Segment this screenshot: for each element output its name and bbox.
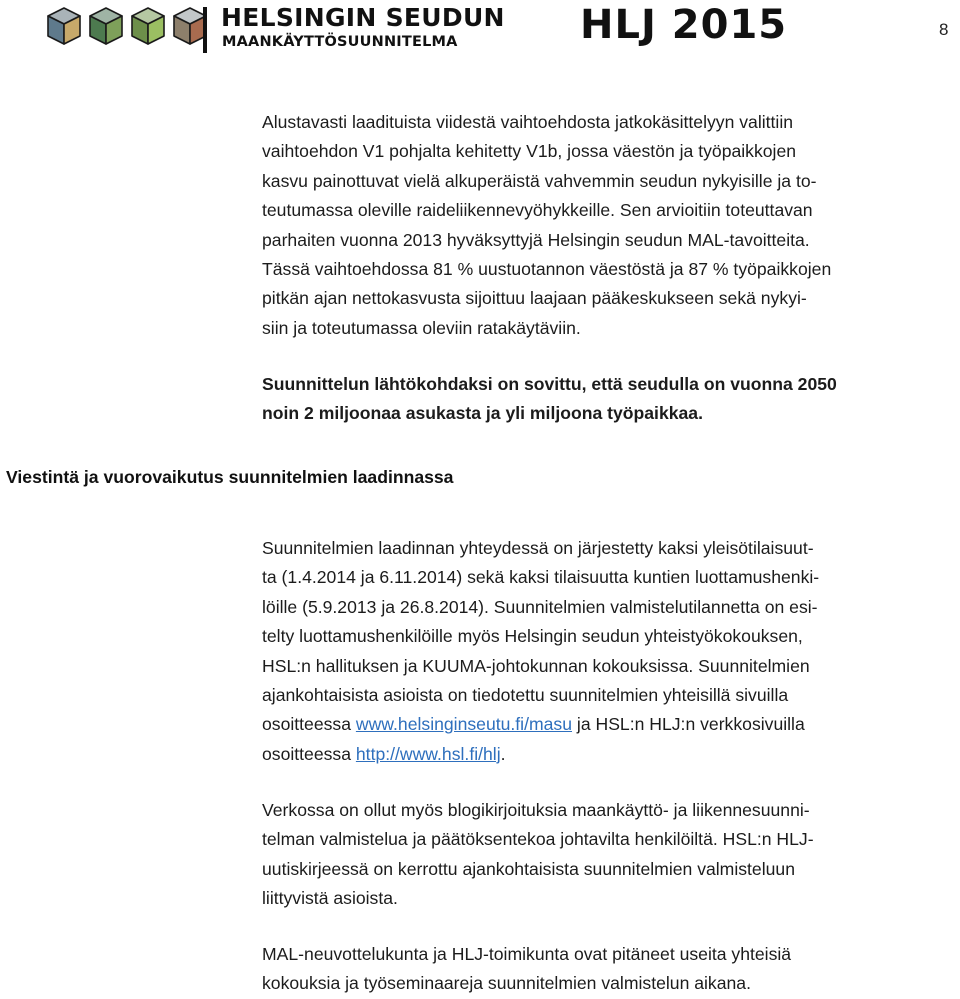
text-line: löille (5.9.2013 ja 26.8.2014). Suunnitelmien valmistelutilannetta on esi- xyxy=(262,596,818,617)
text-line: . xyxy=(500,743,506,764)
text-line: telman valmistelua ja päätöksentekoa johtavilta henkilöiltä. HSL:n HLJ- xyxy=(262,829,814,850)
paragraph-communication xyxy=(262,534,960,769)
text-line: Verkossa on ollut myös blogikirjoituksia maankäyttö- ja liikennesuunni- xyxy=(262,800,810,820)
text-line: noin 2 miljoonaa asukasta ja yli miljoona työpaikkaa. xyxy=(262,403,703,424)
paragraph-alternatives xyxy=(262,108,960,343)
helsinginseutu-link[interactable]: www.helsinginseutu.fi/masu xyxy=(355,714,573,735)
text-line: liittyvistä asioista. xyxy=(262,888,398,909)
text-line: Alustavasti laadituista viidestä vaihtoehdosta jatkokäsittelyyn valittiin xyxy=(262,112,794,132)
text-line: telty luottamushenkilöille myös Helsingin seudun yhteistyökokouksen, xyxy=(262,626,803,647)
text-line: Suunnitelmien laadinnan yhteydessä on järjestetty kaksi yleisötilaisuut- xyxy=(262,538,814,558)
text-line: osoitteessa xyxy=(262,714,356,735)
cube-logo-icon xyxy=(44,4,212,64)
text-line: siin ja toteutumassa oleviin ratakäytäviin. xyxy=(262,317,581,338)
brand-title: HELSINGIN SEUDUN xyxy=(221,3,505,32)
text-line: vaihtoehdon V1 pohjalta kehitetty V1b, jossa väestön ja työpaikkojen xyxy=(262,141,797,162)
text-line: ta (1.4.2014 ja 6.11.2014) sekä kaksi tilaisuutta kuntien luottamushenki- xyxy=(262,567,820,588)
text-line: uutiskirjeessä on kerrottu ajankohtaisista suunnitelmien valmisteluun xyxy=(262,858,795,879)
text-line: Suunnittelun lähtökohdaksi on sovittu, että seudulla on vuonna 2050 xyxy=(262,374,837,394)
text-line: HSL:n hallituksen ja KUUMA-johtokunnan kokouksissa. Suunnitelmien xyxy=(262,655,810,676)
text-line: teutumassa oleville raideliikennevyöhykkeille. Sen arvioitiin toteuttavan xyxy=(262,200,813,221)
text-line: kasvu painottuvat vielä alkuperäistä vahvemmin seudun nykyisille ja to- xyxy=(262,170,817,191)
brand-subtitle: MAANKÄYTTÖSUUNNITELMA xyxy=(222,34,458,50)
hsl-hlj-link[interactable]: http://www.hsl.fi/hlj xyxy=(355,743,501,764)
header-divider xyxy=(203,7,207,53)
paragraph-starting-point xyxy=(262,370,960,429)
text-line: parhaiten vuonna 2013 hyväksyttyjä Helsingin seudun MAL-tavoitteita. xyxy=(262,229,810,250)
paragraph-blogs xyxy=(262,796,960,914)
page-header xyxy=(0,0,960,70)
paragraph-meetings xyxy=(262,940,960,999)
text-line: ajankohtaisista asioista on tiedotettu suunnitelmien yhteisillä sivuilla xyxy=(262,685,789,706)
text-line: pitkän ajan nettokasvusta sijoittuu laajaan pääkeskukseen sekä nykyi- xyxy=(262,288,807,309)
text-line: osoitteessa xyxy=(262,743,356,764)
text-line: MAL-neuvottelukunta ja HLJ-toimikunta ovat pitäneet useita yhteisiä xyxy=(262,944,792,964)
section-heading: Viestintä ja vuorovaikutus suunnitelmien laadinnassa xyxy=(6,467,454,487)
text-line: kokouksia ja työseminaareja suunnitelmien valmistelun aikana. xyxy=(262,973,751,994)
text-line: Tässä vaihtoehdossa 81 % uustuotannon väestöstä ja 87 % työpaikkojen xyxy=(262,259,832,280)
hlj-title: HLJ 2015 xyxy=(580,2,788,48)
page-number: 8 xyxy=(939,20,949,39)
text-line: ja HSL:n HLJ:n verkkosivuilla xyxy=(572,714,805,735)
